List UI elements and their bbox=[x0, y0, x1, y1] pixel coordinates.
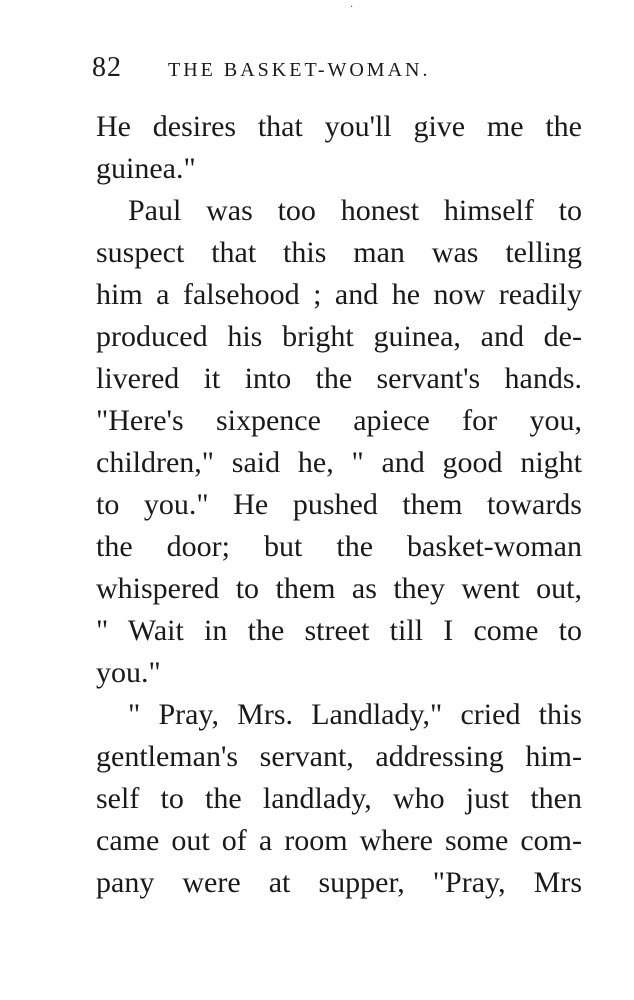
text-line: "Here's sixpence apiece for you, bbox=[96, 404, 582, 437]
page-speck: · bbox=[350, 2, 354, 13]
running-head bbox=[92, 52, 582, 88]
text-line: gentleman's servant, addressing him- bbox=[96, 740, 582, 773]
text-line: you." bbox=[96, 656, 161, 689]
text-line: livered it into the servant's hands. bbox=[96, 362, 582, 395]
running-title: THE BASKET-WOMAN. bbox=[168, 59, 431, 81]
text-line: the door; but the basket-woman bbox=[96, 530, 582, 563]
text-line: " Pray, Mrs. Landlady," cried this bbox=[128, 698, 582, 731]
text-line: him a falsehood ; and he now readily bbox=[96, 278, 582, 311]
text-line: to you." He pushed them towards bbox=[96, 488, 582, 521]
text-line: Paul was too honest himself to bbox=[128, 194, 582, 227]
text-line: guinea." bbox=[96, 152, 196, 185]
text-line: whispered to them as they went out, bbox=[96, 572, 582, 605]
page-number: 82 bbox=[92, 52, 122, 83]
text-line: children," said he, " and good night bbox=[96, 446, 582, 479]
text-line: pany were at supper, "Pray, Mrs bbox=[96, 866, 582, 899]
body-text bbox=[96, 106, 582, 904]
text-line: " Wait in the street till I come to bbox=[96, 614, 582, 647]
text-line: came out of a room where some com- bbox=[96, 824, 582, 857]
text-line: suspect that this man was telling bbox=[96, 236, 582, 269]
text-line: self to the landlady, who just then bbox=[96, 782, 582, 815]
text-line: He desires that you'll give me the bbox=[96, 110, 582, 143]
text-line: produced his bright guinea, and de- bbox=[96, 320, 582, 353]
